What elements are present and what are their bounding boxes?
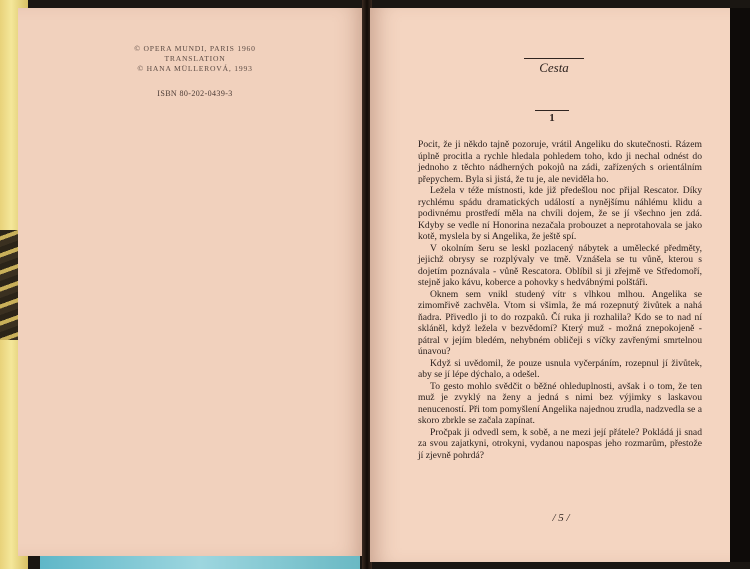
paragraph: Ležela v téže místnosti, kde již předešlou noc přijal Rescator. Díky rychlému spádu dramatických událostí a nynějšímu náhlému klidu a podivnému prostředí měla na chvíli dojem, že se jí všechno jen zdá. Kdyby se vedle ní Honorina nezačala probouzet a neprotahovala se jako kotě, myslela by si Angelika, že ještě spí. (418, 185, 702, 242)
chapter-number: 1 (535, 110, 569, 124)
cover-illustration-bottom (40, 556, 360, 569)
page-number: / 5 / (552, 512, 570, 524)
copyright-line: © OPERA MUNDI, PARIS 1960 (134, 44, 256, 53)
copyright-line: TRANSLATION (164, 54, 226, 63)
paragraph: Pročpak ji odvedl sem, k sobě, a ne mezi její přátele? Pokládá ji snad za svou zajatkyni, otrokyni, vydanou napospas jeho rozmarům, přestože jí zjevně pohrdá? (418, 426, 702, 461)
background-edge (730, 8, 750, 562)
paragraph: V okolním šeru se leskl pozlacený nábytek a umělecké předměty, jejichž obrysy se rozplývaly ve tmě. Vznášela se tu vůně, kterou s dojetím poznávala - vůně Rescatora. Oblíbil si ji zřejmě ve Středomoří, stejně jako kávu, koberce a pohovky s hedvábnými polštáři. (418, 242, 702, 288)
paragraph: Když si uvědomil, že pouze usnula vyčerpáním, rozepnul jí živůtek, aby se jí lépe dýchalo, a odešel. (418, 357, 702, 380)
copyright-notice (120, 44, 270, 74)
chapter-title: Cesta (524, 58, 584, 76)
isbn-number: ISBN 80-202-0439-3 (157, 89, 233, 98)
paragraph: Oknem sem vnikl studený vítr s vlhkou mlhou. Angelika se zimomřivě zachvěla. Vtom si všimla, že má rozepnutý živůtek a nahá ňadra. Přivedlo ji to do rozpaků. Čí ruka ji rozhalila? Kdo se to nad ní skláněl, když ležela v bezvědomí? Který muž - možná znepokojeně - pátral v jejím bledém, nehybném obličeji s víčky zavřenými smrtelnou únavou? (418, 288, 702, 357)
paragraph: To gesto mohlo svědčit o běžné ohleduplnosti, avšak i o tom, že ten muž je zvyklý na ženy a jedná s nimi bez výjimky s laskavou nenuceností. Při tom pomyšlení Angelika najednou zrudla, nadzvedla se a skoro zbrkle se začala zapínat. (418, 380, 702, 426)
body-text (418, 139, 702, 461)
paragraph: Pocit, že ji někdo tajně pozoruje, vrátil Angeliku do skutečnosti. Rázem úplně procitla a rychle hledala pohledem toho, kdo ji nechal odnést do jednoho z těchto nádherných pokojů na zádi, zařízených s orientálním přepychem. Byla si jistá, že tu je, ale neviděla ho. (418, 139, 702, 185)
copyright-line: © HANA MÜLLEROVÁ, 1993 (137, 64, 253, 73)
